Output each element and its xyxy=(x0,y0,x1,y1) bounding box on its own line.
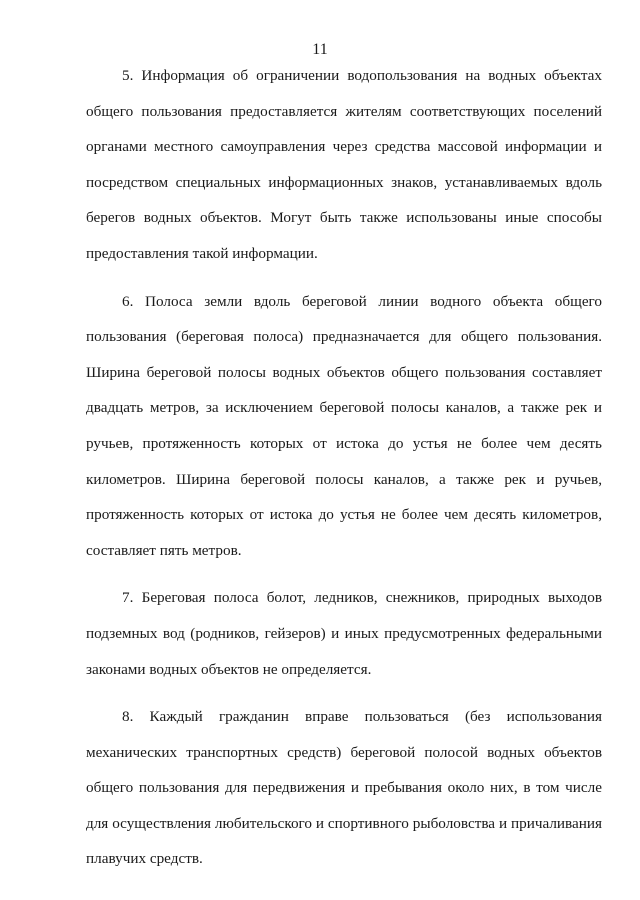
paragraph-5: 5. Информация об ограничении водопользования на водных объектах общего пользования предоставляется жителям соответствующих поселений органами местного самоуправления через средства массовой информации и посредством специальных информационных знаков, устанавливаемых вдоль берегов водных объектов. Могут быть также использованы иные способы предоставления такой информации. xyxy=(86,67,602,262)
paragraph-7: 7. Береговая полоса болот, ледников, снежников, природных выходов подземных вод (родников, гейзеров) и иных предусмотренных федеральными законами водных объектов не определяется. xyxy=(86,589,602,678)
paragraph-8: 8. Каждый гражданин вправе пользоваться (без использования механических транспортных средств) береговой полосой водных объектов общего пользования для передвижения и пребывания около них, в том числе для осуществления любительского и спортивного рыболовства и причаливания плавучих средств. xyxy=(86,708,602,868)
page-number: 11 xyxy=(312,41,328,58)
document-body xyxy=(86,58,602,877)
paragraph-6: 6. Полоса земли вдоль береговой линии водного объекта общего пользования (береговая полоса) предназначается для общего пользования. Ширина береговой полосы водных объектов общего пользования составляет двадцать метров, за исключением береговой полосы каналов, а также рек и ручьев, протяженность которых от истока до устья не более чем десять километров. Ширина береговой полосы каналов, а также рек и ручьев, протяженность которых от истока до устья не более чем десять километров, составляет пять метров. xyxy=(86,292,602,559)
